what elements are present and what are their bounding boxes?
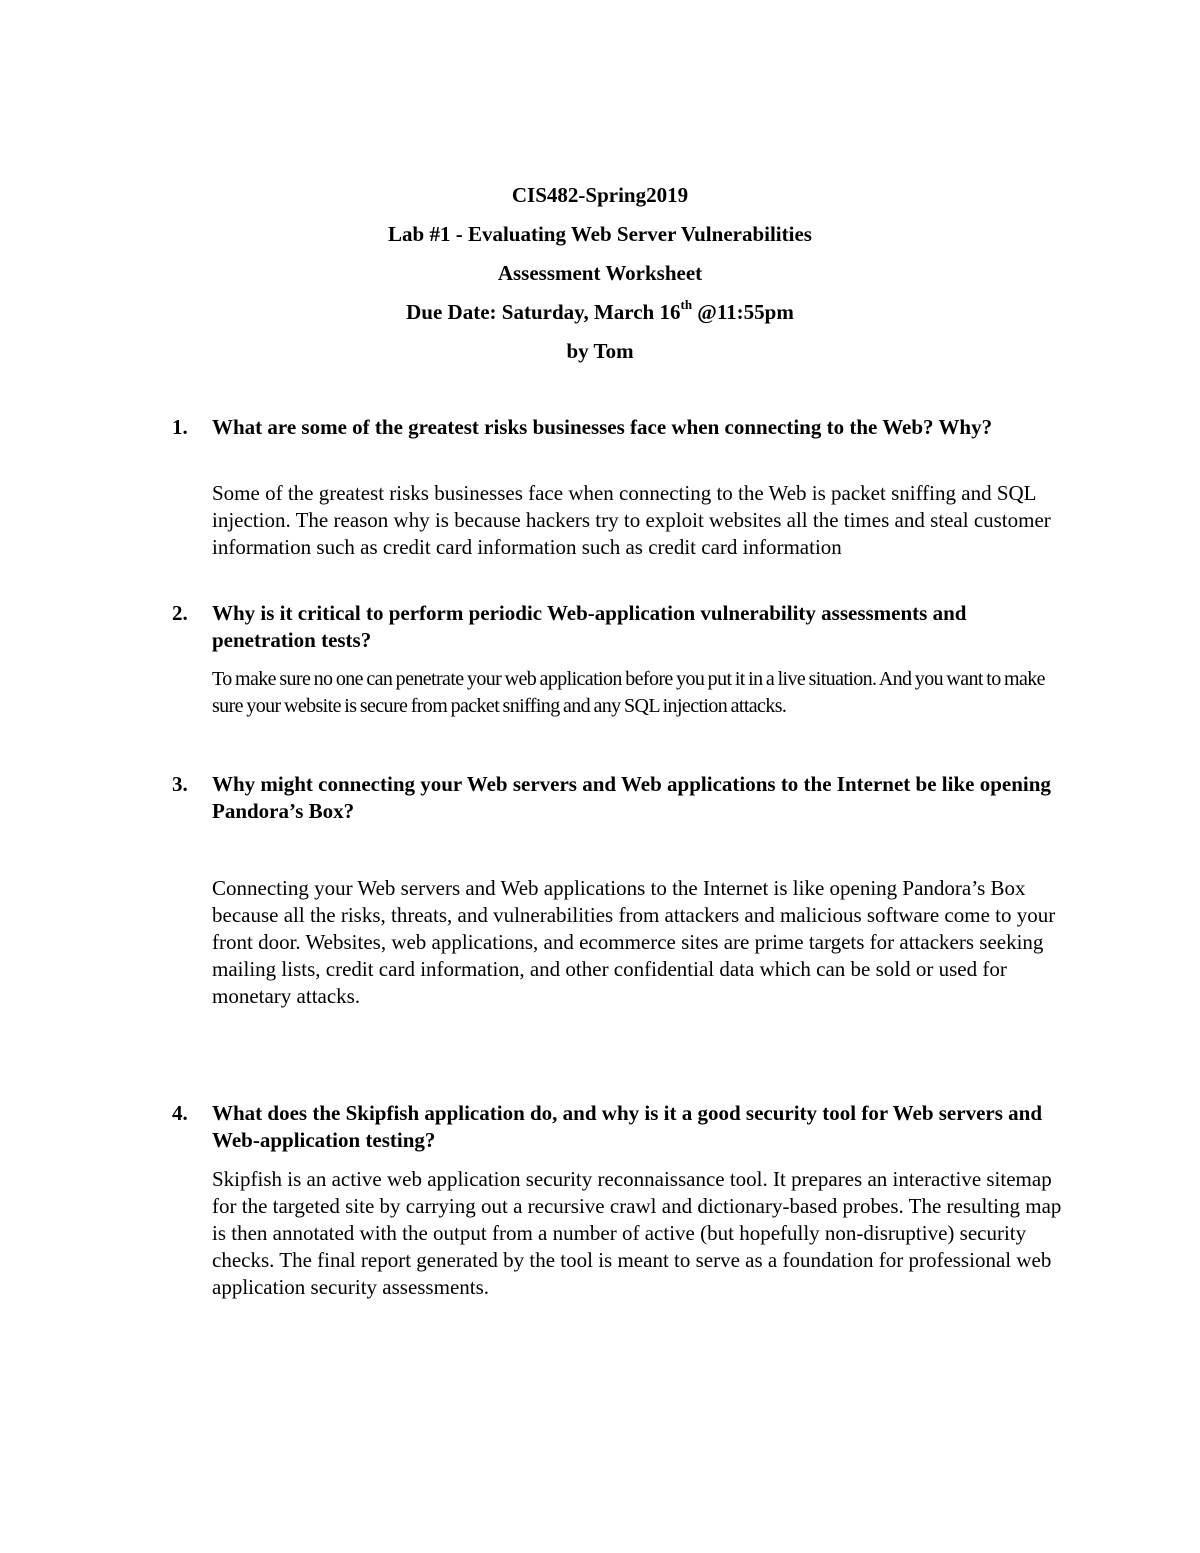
question-text: Why is it critical to perform periodic Web-application vulnerability assessments and penetration tests? bbox=[212, 601, 967, 652]
due-date-time: @11:55pm bbox=[692, 300, 794, 324]
worksheet-title: Assessment Worksheet bbox=[497, 261, 703, 285]
question-number: 2. bbox=[172, 601, 188, 625]
due-date-prefix: Due Date: Saturday, March 16 bbox=[406, 300, 681, 324]
due-date bbox=[0, 293, 1200, 332]
author-line: by Tom bbox=[566, 339, 634, 363]
question-text: Why might connecting your Web servers and Web applications to the Internet be like opening Pandora’s Box? bbox=[212, 772, 1051, 823]
question-1 bbox=[172, 414, 1072, 468]
lab-title: Lab #1 - Evaluating Web Server Vulnerabilities bbox=[388, 222, 812, 246]
due-date-ordinal: th bbox=[680, 297, 693, 312]
question-number: 4. bbox=[172, 1101, 188, 1125]
question-3 bbox=[172, 771, 1072, 825]
answer-2: To make sure no one can penetrate your web application before you put it in a live situation. And you want to make sure your website is secure from packet sniffing and any SQL injection attacks. bbox=[212, 668, 1045, 717]
document-header bbox=[0, 176, 1200, 371]
question-text: What are some of the greatest risks businesses face when connecting to the Web? Why? bbox=[212, 415, 993, 439]
course-title: CIS482-Spring2019 bbox=[511, 183, 689, 207]
answer-3: Connecting your Web servers and Web applications to the Internet is like opening Pandora’s Box because all the risks, threats, and vulnerabilities from attackers and malicious software come to your front door. Websites, web applications, and ecommerce sites are prime targets for attackers seeking mailing lists, credit card information, and other confidential data which can be sold or used for monetary attacks. bbox=[212, 876, 1056, 1008]
question-4 bbox=[172, 1100, 1072, 1154]
answer-1: Some of the greatest risks businesses face when connecting to the Web is packet sniffing and SQL injection. The reason why is because hackers try to exploit websites all the times and steal customer information such as credit card information such as credit card information bbox=[212, 481, 1051, 559]
answer-4: Skipfish is an active web application security reconnaissance tool. It prepares an interactive sitemap for the targeted site by carrying out a recursive crawl and dictionary-based probes. The resulting map is then annotated with the output from a number of active (but hopefully non-disruptive) security checks. The final report generated by the tool is meant to serve as a foundation for professional web application security assessments. bbox=[212, 1167, 1062, 1299]
question-number: 1. bbox=[172, 415, 188, 439]
question-number: 3. bbox=[172, 772, 188, 796]
question-text: What does the Skipfish application do, and why is it a good security tool for Web servers and Web-application testing? bbox=[212, 1101, 1042, 1152]
question-2 bbox=[172, 600, 1072, 654]
